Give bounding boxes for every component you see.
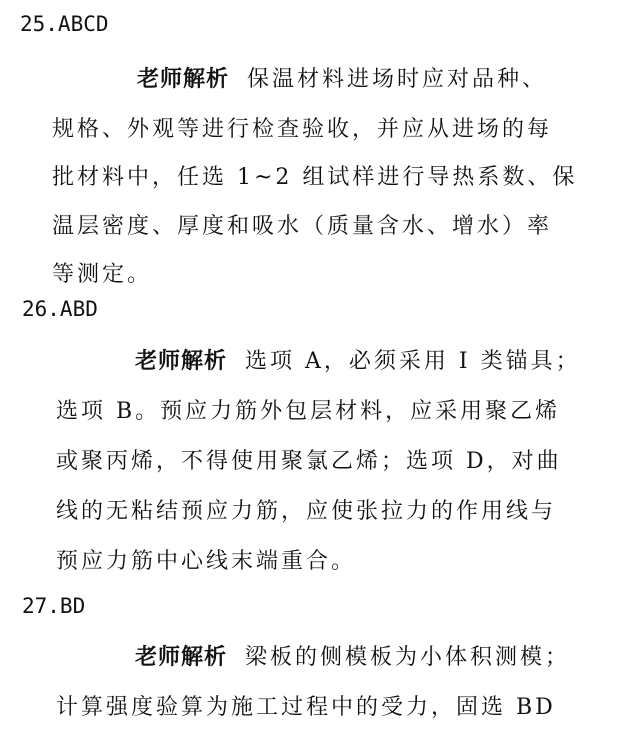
analysis-line: 预应力筋中心线末端重合。 xyxy=(56,549,357,574)
analysis-line: 温层密度、厚度和吸水（质量含水、增水）率 xyxy=(52,214,553,239)
analysis-text: 梁板的侧模板为小体积测模； xyxy=(245,645,571,670)
answer-number-27: 27.BD xyxy=(22,594,86,618)
analysis-text: 选项 A，必须采用 I 类锚具； xyxy=(245,349,581,374)
analysis-line: 选项 B。预应力筋外包层材料，应采用聚乙烯 xyxy=(56,399,561,424)
answer-number-25: 25.ABCD xyxy=(20,12,109,36)
teacher-analysis-label: 老师解析 xyxy=(137,67,230,92)
teacher-analysis-label: 老师解析 xyxy=(135,645,228,670)
analysis-line: 线的无粘结预应力筋，应使张拉力的作用线与 xyxy=(56,499,557,524)
teacher-analysis-label: 老师解析 xyxy=(135,349,228,374)
analysis-line: 计算强度验算为施工过程中的受力，固选 BD xyxy=(56,695,556,720)
analysis-line: 规格、外观等进行检查验收，并应从进场的每 xyxy=(52,117,553,142)
analysis-line: 等测定。 xyxy=(52,262,153,287)
analysis-text: 保温材料进场时应对品种、 xyxy=(247,67,548,92)
analysis-line xyxy=(137,62,547,93)
answer-number-26: 26.ABD xyxy=(22,297,98,321)
analysis-line: 批材料中，任选 1~2 组试样进行导热系数、保 xyxy=(52,165,578,190)
analysis-line: 或聚丙烯，不得使用聚氯乙烯；选项 D，对曲 xyxy=(56,449,562,474)
analysis-line xyxy=(135,640,570,671)
analysis-line xyxy=(135,344,581,375)
